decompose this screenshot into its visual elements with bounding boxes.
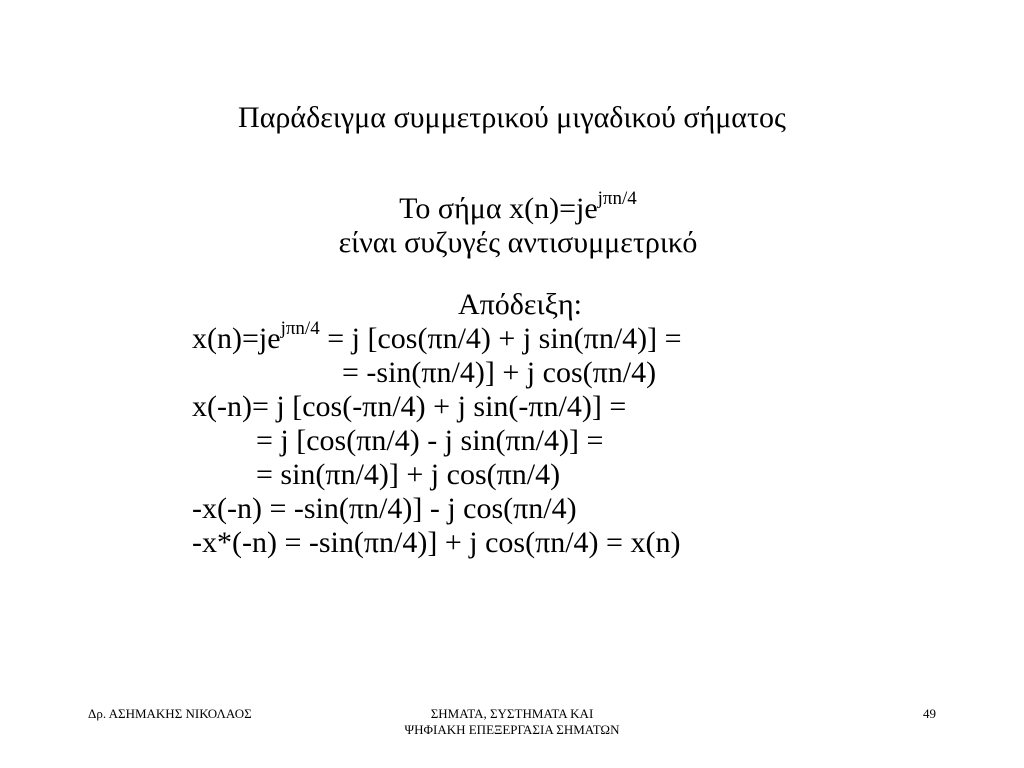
proof-line-1-prefix: x(n)=je: [192, 322, 281, 355]
proof-heading: Απόδειξη:: [457, 288, 582, 321]
footer-course-title: [312, 706, 712, 738]
proof-line-7: -x*(-n) = -sin(πn/4)] + j cos(πn/4) = x(n): [192, 526, 681, 559]
page-number: 49: [923, 706, 936, 721]
signal-statement: [0, 188, 1024, 260]
statement-formula: Το σήμα x(n)=je: [399, 192, 598, 225]
proof-line-6: -x(-n) = -sin(πn/4)] - j cos(πn/4): [192, 492, 577, 525]
proof-line-1: [192, 318, 682, 356]
proof-line-4: = j [cos(πn/4) - j sin(πn/4)] =: [256, 424, 604, 457]
proof-line-3: x(-n)= j [cos(-πn/4) + j sin(-πn/4)] =: [192, 390, 627, 423]
statement-line-1: [0, 188, 1024, 226]
proof-line-5: = sin(πn/4)] + j cos(πn/4): [256, 458, 561, 491]
footer-course-line-2: ΨΗΦΙΑΚΗ ΕΠΕΞΕΡΓΑΣΙΑ ΣΗΜΑΤΩΝ: [404, 722, 620, 737]
statement-line-2: είναι συζυγές αντισυμμετρικό: [338, 226, 698, 259]
footer-course-line-1: ΣΗΜΑΤΑ, ΣΥΣΤΗΜΑΤΑ ΚΑΙ: [430, 706, 594, 721]
statement-exponent: jπn/4: [597, 188, 637, 209]
proof-line-1-exponent: jπn/4: [280, 318, 320, 339]
footer-author: Δρ. ΑΣΗΜΑΚΗΣ ΝΙΚΟΛΑΟΣ: [88, 706, 252, 721]
proof-line-2: = -sin(πn/4)] + j cos(πn/4): [342, 356, 657, 389]
proof-line-1-suffix: = j [cos(πn/4) + j sin(πn/4)] =: [319, 322, 682, 355]
proof-body: [192, 318, 682, 560]
slide-title: Παράδειγμα συμμετρικού μιγαδικού σήματος: [238, 101, 786, 134]
